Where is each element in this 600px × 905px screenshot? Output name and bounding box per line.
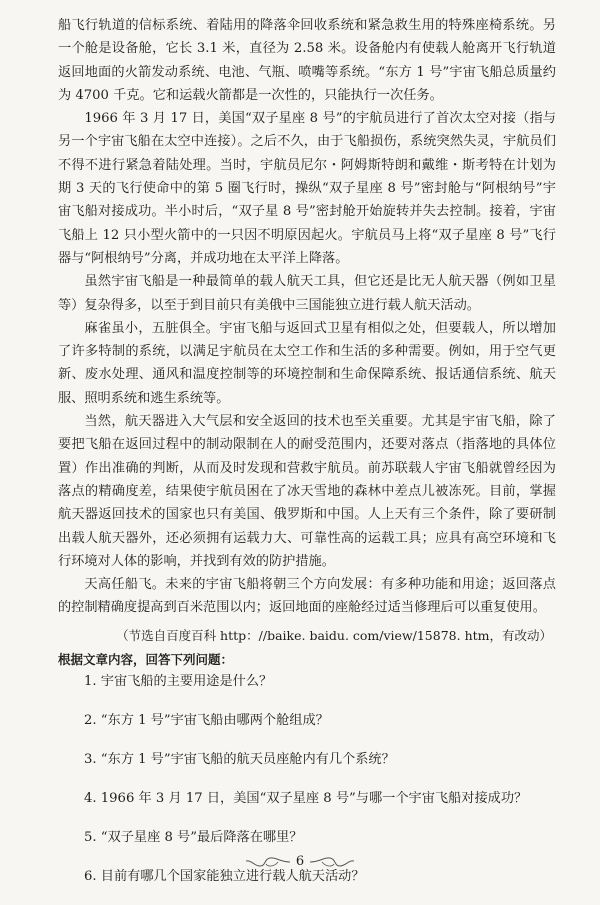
page-footer [0,854,600,869]
left-flourish-icon [244,855,290,869]
paragraph: 虽然宇宙飞船是一种最简单的载人航天工具，但它还是比无人航天器（例如卫星等）复杂得多，以至于到目前只有美俄中三国能独立进行载人航天活动。 [58,274,556,313]
question-item: 4. 1966 年 3 月 17 日，美国“双子星座 8 号”与哪一个宇宙飞船对接成功？ [84,790,528,806]
paragraph: 船飞行轨道的信标系统、着陆用的降落伞回收系统和紧急救生用的特殊座椅系统。另一个舱是设备舱，它长 3.1 米，直径为 2.58 米。设备舱内有使载人舱离开飞行轨道返回地面的火箭发动系统、电池、气瓶、喷嘴等系统。“东方 1 号”宇宙飞船总质量约为 4700 千克。它和运载火箭都是一次性的，只能执行一次任务。 [58,18,556,103]
question-item: 3. “东方 1 号”宇宙飞船的航天员座舱内有几个系统？ [84,751,395,767]
question-item: 2. “东方 1 号”宇宙飞船由哪两个舱组成？ [84,712,329,728]
article-body [58,14,556,647]
question-item: 1. 宇宙飞船的主要用途是什么？ [84,673,273,689]
paragraph: 天高任船飞。未来的宇宙飞船将朝三个方向发展：有多种功能和用途；返回落点的控制精确度提高到百米范围以内；返回地面的座舱经过适当修理后可以重复使用。 [58,577,556,616]
source-citation: （节选自百度百科 http：//baike. baidu. com/view/15878. htm，有改动） [116,627,552,643]
right-flourish-icon [310,855,356,869]
questions-heading: 根据文章内容，回答下列问题： [58,651,234,667]
paragraph: 麻雀虽小，五脏俱全。宇宙飞船与返回式卫星有相似之处，但要载人，所以增加了许多特制的系统，以满足宇航员在太空工作和生活的多种需要。例如，用于空气更新、废水处理、通风和温度控制等的环境控制和生命保障系统、报话通信系统、航天服、照明系统和逃生系统等。 [58,320,556,406]
question-item: 6. 目前有哪几个国家能独立进行载人航天活动？ [84,868,365,884]
page-number: 6 [295,854,305,869]
paragraph: 1966 年 3 月 17 日，美国“双子星座 8 号”的宇航员进行了首次太空对接（指与另一个宇宙飞船在太空中连接）。之后不久，由于飞船损伤，系统突然失灵，宇航员们不得不进行紧急着陆处理。当时，宇航员尼尔・阿姆斯特朗和戴维・斯考特在计划为期 3 天的飞行使命中的第 5 圈飞行时，操纵“双子星座 8 号”密封舱与“阿根纳号”宇宙飞船对接成功。半小时后，“双子星 8 号”密封舱开始旋转并失去控制。接着，宇宙飞船上 12 只小型火箭中的一只因不明原因起火。宇航员马上将“双子星座 8 号”飞行器与“阿根纳号”分离，并成功地在太平洋上降落。 [58,111,556,266]
question-item: 5. “双子星座 8 号”最后降落在哪里？ [84,829,303,845]
paragraph: 当然，航天器进入大气层和安全返回的技术也至关重要。尤其是宇宙飞船，除了要把飞船在返回过程中的制动限制在人的耐受范围内，还要对落点（指落地的具体位置）作出准确的判断，从而及时发现和营救宇航员。前苏联载人宇宙飞船就曾经因为落点的精确度差，结果使宇航员困在了冰天雪地的森林中差点儿被冻死。目前，掌握航天器返回技术的国家也只有美国、俄罗斯和中国。人上天有三个条件，除了要研制出载人航天器外，还必须拥有运载力大、可靠性高的运载工具；应具有高空环境和飞行环境对人体的影响，并找到有效的防护措施。 [58,414,556,569]
